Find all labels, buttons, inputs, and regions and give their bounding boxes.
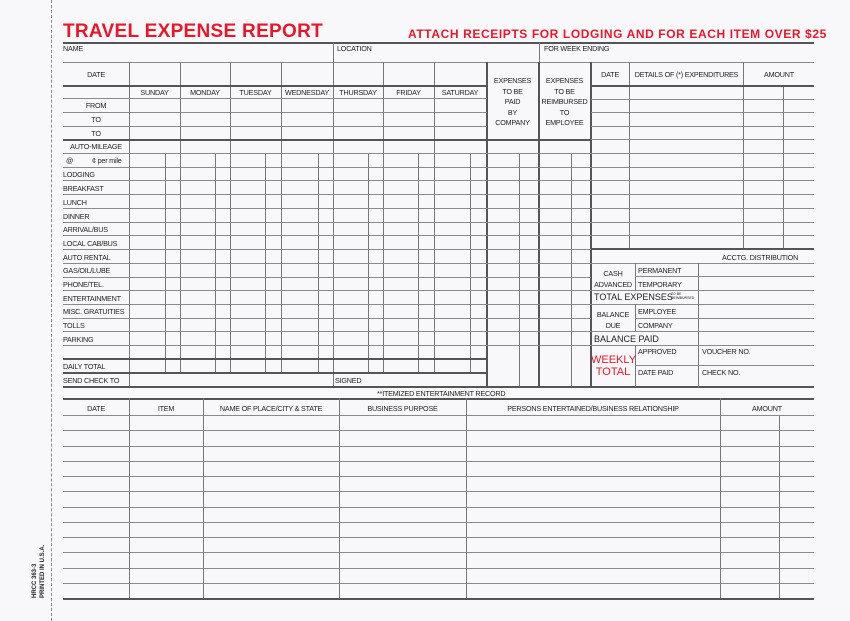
day-sunday: SUNDAY	[140, 88, 169, 97]
day-saturday: SATURDAY	[441, 88, 479, 97]
row-to-1: TO	[91, 115, 101, 124]
row-parking: PARKING	[63, 335, 94, 344]
temporary-label: TEMPORARY	[638, 280, 682, 289]
row-from: FROM	[85, 101, 107, 110]
ent-purpose-header: BUSINESS PURPOSE	[367, 404, 438, 413]
receipts-notice: ATTACH RECEIPTS FOR LODGING AND FOR EACH ITEM OVER $25	[408, 27, 827, 41]
expense-grid-inputs[interactable]	[130, 154, 590, 372]
row-auto-rental: AUTO RENTAL	[63, 253, 111, 262]
permanent-label: PERMANENT	[638, 266, 682, 275]
row-gas-oil-lube: GAS/OIL/LUBE	[63, 266, 111, 275]
day-thursday: THURSDAY	[339, 88, 377, 97]
employee-label: EMPLOYEE	[638, 307, 676, 316]
printed-in: PRINTED IN U.S.A.	[40, 544, 46, 598]
signed-label: SIGNED	[335, 376, 362, 385]
entertainment-grid-inputs[interactable]	[63, 416, 814, 598]
mileage-at: @	[66, 156, 74, 165]
row-lunch: LUNCH	[63, 198, 87, 207]
company-paid-header: EXPENSES TO BE PAID BY COMPANY	[493, 76, 532, 127]
ent-place-header: NAME OF PLACE/CITY & STATE	[219, 404, 323, 413]
total-expenses-label: TOTAL EXPENSES	[594, 292, 673, 302]
perforation-line	[51, 0, 52, 621]
mileage-rate-input[interactable]	[75, 155, 91, 165]
row-arrival-bus: ARRIVAL/BUS	[63, 225, 108, 234]
entertainment-title: **ITEMIZED ENTERTAINMENT RECORD	[377, 389, 506, 398]
details-date-header: DATE	[601, 70, 619, 79]
row-lodging: LODGING	[63, 170, 95, 179]
row-daily-total: DAILY TOTAL	[63, 362, 106, 371]
details-expenditures-header: DETAILS OF (*) EXPENDITURES	[634, 70, 739, 79]
day-friday: FRIDAY	[396, 88, 421, 97]
week-ending-label: FOR WEEK ENDING	[544, 44, 610, 53]
row-misc-gratuities: MISC. GRATUITIES	[63, 307, 125, 316]
row-breakfast: BREAKFAST	[63, 184, 104, 193]
total-expenses-note: TO BE REIMBURSED	[671, 292, 695, 300]
week-ending-field[interactable]	[544, 50, 812, 62]
row-to-2: TO	[91, 129, 101, 138]
row-auto-mileage: AUTO-MILEAGE	[70, 142, 122, 151]
acctg-distribution-label: ACCTG. DISTRIBUTION	[722, 253, 799, 262]
mileage-rate-label: ¢ per mile	[92, 156, 122, 165]
row-local-cab-bus: LOCAL CAB/BUS	[63, 239, 118, 248]
row-tolls: TOLLS	[63, 321, 85, 330]
send-check-to-field[interactable]	[131, 373, 331, 386]
form-title: TRAVEL EXPENSE REPORT	[63, 21, 324, 42]
form-number: HRCC 363-3	[32, 563, 38, 598]
row-dinner: DINNER	[63, 212, 90, 221]
date-inputs[interactable]	[130, 63, 486, 85]
balance-due-label: BALANCE DUE	[596, 310, 630, 330]
ent-persons-header: PERSONS ENTERTAINED/BUSINESS RELATIONSHIP	[507, 404, 679, 413]
row-entertainment: ENTERTAINMENT	[63, 294, 121, 303]
date-paid-label: DATE PAID	[638, 368, 674, 377]
name-field[interactable]	[90, 50, 330, 62]
details-grid-inputs[interactable]	[592, 86, 814, 247]
location-field[interactable]	[337, 50, 537, 62]
details-amount-header: AMOUNT	[764, 70, 794, 79]
signature-field[interactable]	[360, 373, 485, 386]
day-tuesday: TUESDAY	[239, 88, 272, 97]
approved-label: APPROVED	[638, 347, 677, 356]
check-no-label: CHECK NO.	[702, 368, 741, 377]
ent-amount-header: AMOUNT	[752, 404, 782, 413]
day-monday: MONDAY	[190, 88, 220, 97]
weekly-total-label: WEEKLY TOTAL	[591, 354, 637, 378]
balance-paid-label: BALANCE PAID	[594, 334, 659, 344]
row-phone-tel: PHONE/TEL.	[63, 280, 104, 289]
ent-date-header: DATE	[87, 404, 105, 413]
employee-reimbursed-header: EXPENSES TO BE REIMBURSED TO EMPLOYEE	[541, 76, 588, 127]
day-wednesday: WEDNESDAY	[285, 88, 329, 97]
voucher-no-label: VOUCHER NO.	[702, 347, 751, 356]
ent-item-header: ITEM	[157, 404, 175, 413]
name-label: NAME	[63, 44, 83, 53]
company-label: COMPANY	[638, 321, 673, 330]
send-check-to-label: SEND CHECK TO	[63, 376, 120, 385]
summary-inputs[interactable]	[699, 264, 814, 386]
date-row-label: DATE	[87, 70, 105, 79]
cash-advanced-label: CASH ADVANCED	[594, 269, 632, 289]
location-label: LOCATION	[337, 44, 372, 53]
